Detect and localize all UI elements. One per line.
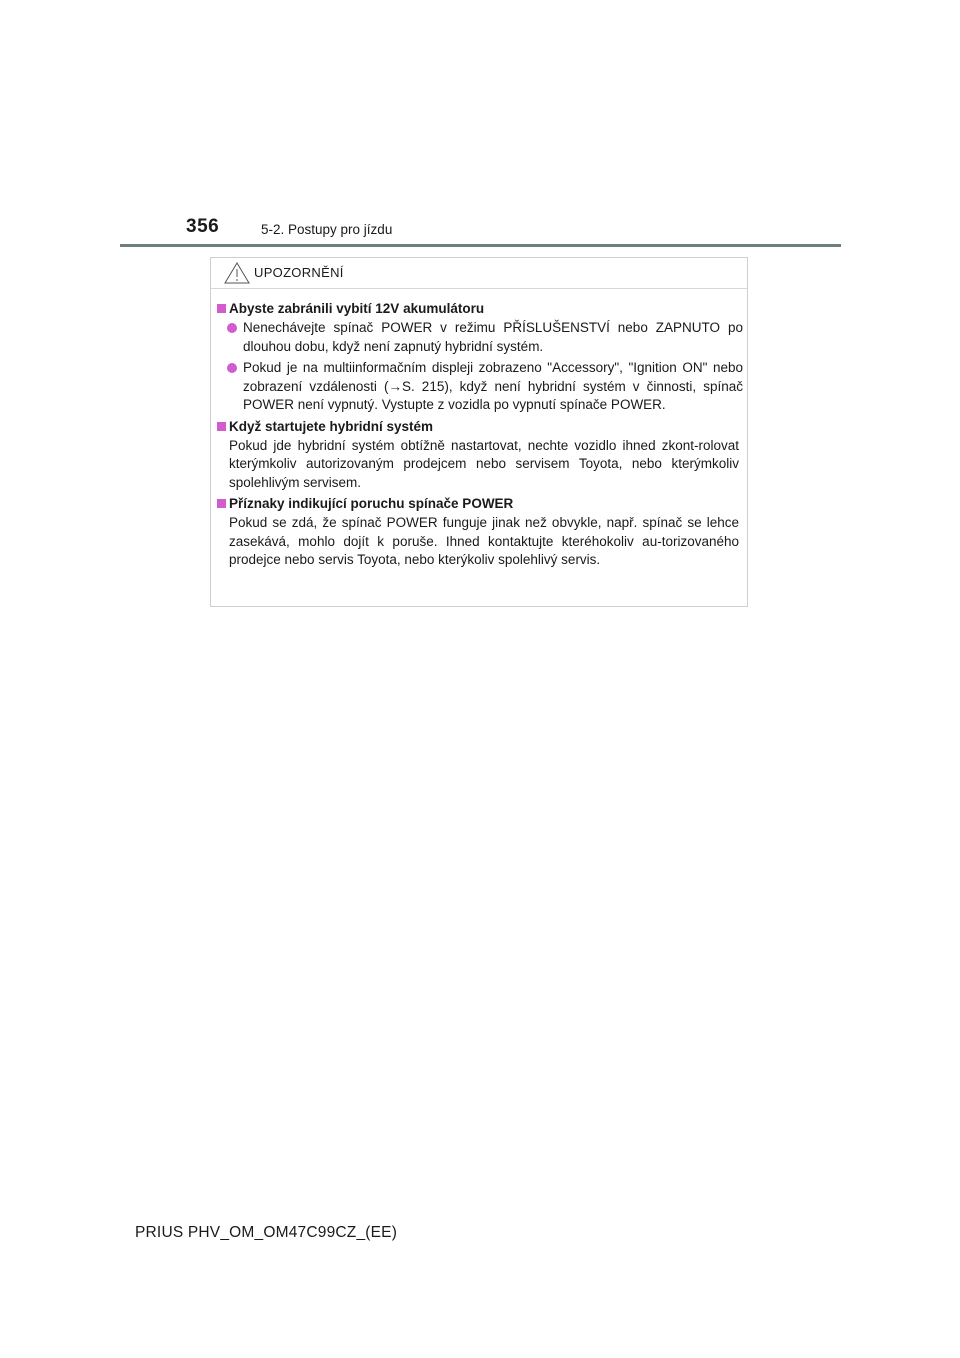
warning-triangle-icon: [224, 262, 250, 284]
list-item: Pokud je na multiinformačním displeji zobrazeno "Accessory", "Ignition ON" nebo zobrazení vzdálenosti (→S. 215), když není hybridní systém v činnosti, spínač POWER není vypnutý. Vystupte z vozidla po vypnutí spínače POWER.: [211, 359, 749, 415]
header-divider: [120, 244, 841, 247]
footer-manual-code: PRIUS PHV_OM_OM47C99CZ_(EE): [135, 1224, 398, 1241]
square-bullet-icon: [217, 422, 226, 431]
section-text: Pokud se zdá, že spínač POWER funguje jinak než obvykle, např. spínač se lehce zasekává, mohlo dojít k poruše. Ihned kontaktujte kteréhokoliv au-torizovaného prodejce nebo servis Toyota, nebo kterýkoliv spolehlivý servis.: [229, 515, 739, 567]
square-bullet-icon: [217, 304, 226, 313]
warning-header: [211, 258, 747, 289]
section-title: 5-2. Postupy pro jízdu: [261, 222, 393, 237]
section-heading: Abyste zabránili vybití 12V akumulátoru: [211, 300, 749, 318]
circle-bullet-icon: [227, 323, 237, 333]
warning-content: [211, 300, 749, 573]
page-number: 356: [186, 216, 220, 237]
warning-box: [210, 257, 748, 607]
circle-bullet-icon: [227, 363, 237, 373]
section-heading: Když startujete hybridní systém: [211, 418, 749, 436]
warning-title: UPOZORNĚNÍ: [254, 265, 344, 280]
square-bullet-icon: [217, 499, 226, 508]
list-item: Nenechávejte spínač POWER v režimu PŘÍSLUŠENSTVÍ nebo ZAPNUTO po dlouhou dobu, když není zapnutý hybridní systém.: [211, 319, 749, 356]
section-heading: Příznaky indikující poruchu spínače POWER: [211, 495, 749, 513]
section-text: Pokud jde hybridní systém obtížně nastartovat, nechte vozidlo ihned zkont-rolovat kterýmkoliv autorizovaným prodejcem nebo servisem Toyota, nebo kterýmkoliv spolehlivým servisem.: [229, 437, 739, 490]
